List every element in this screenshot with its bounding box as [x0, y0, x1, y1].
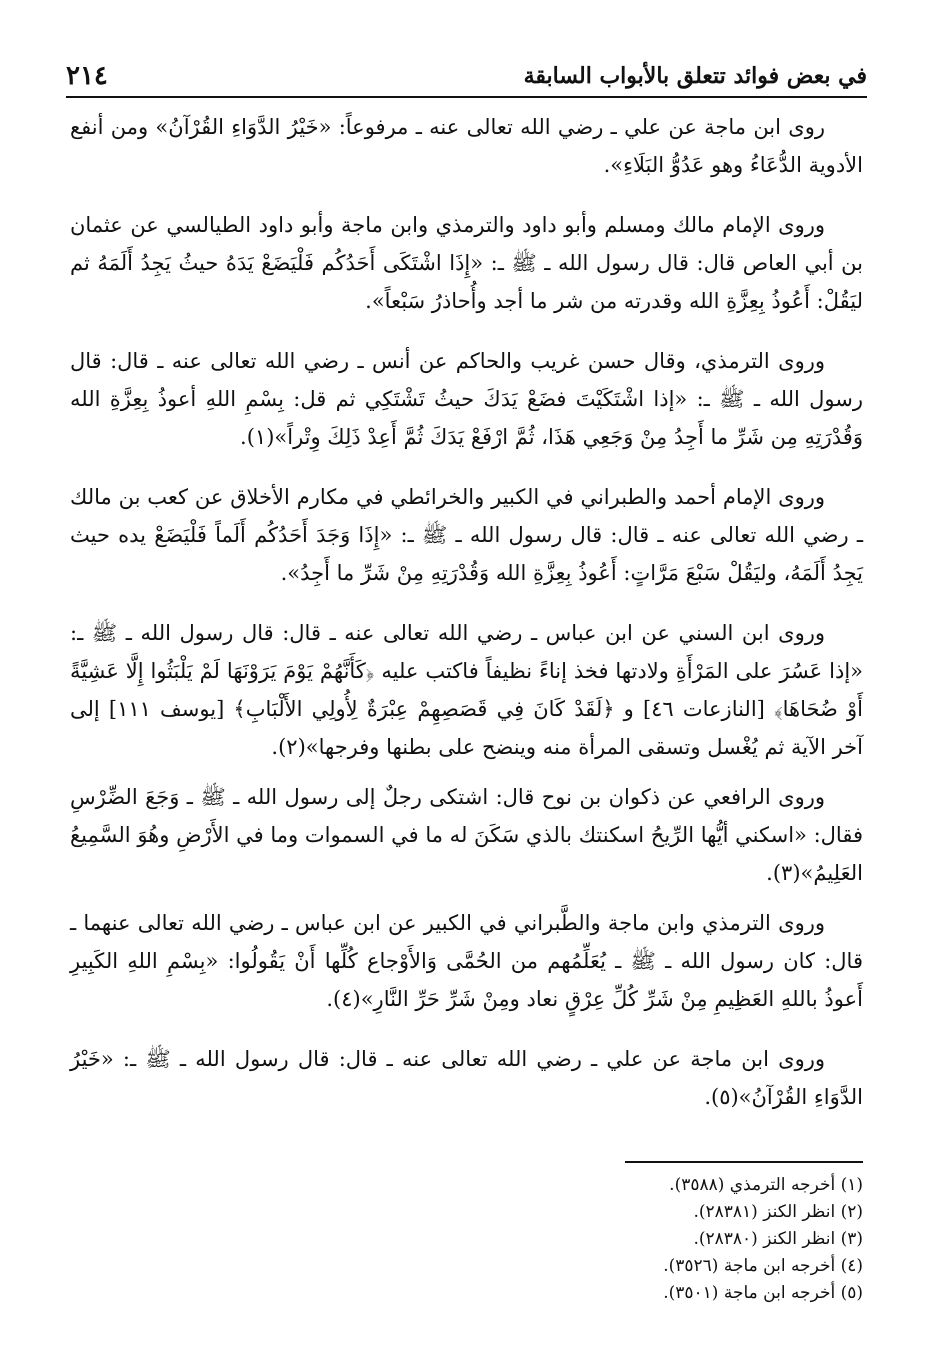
paragraph-ahmad-kaab: وروى الإمام أحمد والطبراني في الكبير والخرائطي في مكارم الأخلاق عن كعب بن مالك ـ رضي الله تعالى عنه ـ قال: قال رسول الله ـ ﷺ ـ: «إِذَا وَجَدَ أَحَدُكُم أَلَماً فَلْيَضَعْ يده حيث يَجِدُ أَلَمَهُ، وليَقُلْ سَبْعَ مَرَّاتٍ: أَعُوذُ بِعِزَّةِ الله وَقُدْرَتِهِ مِنْ شَرِّ ما أَجِدُ». — [70, 485, 863, 585]
footnote: (٣) انظر الكنز (٢٨٣٨٠). — [693, 1229, 863, 1249]
chapter-title: في بعض فوائد تتعلق بالأبواب السابقة — [523, 63, 867, 89]
footnote-separator — [625, 1161, 863, 1163]
footnote: (٥) أخرجه ابن ماجة (٣٥٠١). — [663, 1283, 863, 1303]
footnote: (٤) أخرجه ابن ماجة (٣٥٢٦). — [663, 1256, 863, 1276]
paragraph-tirmidhi-anas: وروى الترمذي، وقال حسن غريب والحاكم عن أنس ـ رضي الله تعالى عنه ـ قال: قال رسول الله ـ ﷺ ـ: «إذا اشْتَكَيْتَ فضَعْ يَدَكَ حيثُ تَشْتَكِي ثم قل: بِسْمِ اللهِ أعوذُ بِعِزَّةِ الله وَقُدْرَتِهِ مِن شَرِّ ما أَجِدُ مِنْ وَجَعِي هَذَا، ثُمَّ ارْفَعْ يَدَكَ ثُمَّ أَعِدْ ذَلِكَ وِتْراً»(١). — [70, 349, 863, 449]
paragraph-ibn-majah-1: روى ابن ماجة عن علي ـ رضي الله تعالى عنه ـ مرفوعاً: «خَيْرُ الدَّوَاءِ القُرْآنُ» ومن أنفع الأدوية الدُّعَاءُ وهو عَدُوُّ البَلَاءِ». — [70, 115, 863, 177]
paragraph-rafii: وروى الرافعي عن ذكوان بن نوح قال: اشتكى رجلٌ إلى رسول الله ـ ﷺ ـ وَجَعَ الضِّرْسِ فقال: «اسكني أيُّها الرِّيحُ اسكنتك بالذي سَكَنَ له ما في السموات وما في الأَرْضِ وهُوَ السَّمِيعُ العَلِيمُ»(٣). — [70, 785, 863, 885]
paragraph-malik: وروى الإمام مالك ومسلم وأبو داود والترمذي وابن ماجة وأبو داود الطيالسي عن عثمان بن أبي العاص قال: قال رسول الله ـ ﷺ ـ: «إِذَا اشْتَكَى أَحَدُكُم فَلْيَضَعْ يَدَهُ حيثُ يَجِدُ أَلَمَهُ ثم ليَقُلْ: أَعُوذُ بِعِزَّةِ الله وقدرته من شر ما أجد وأُحاذرُ سَبْعاً». — [70, 213, 863, 313]
running-header — [66, 56, 867, 98]
main-text — [70, 108, 863, 1138]
footnotes-list — [200, 1172, 863, 1307]
footnote: (٢) انظر الكنز (٢٨٣٨١). — [693, 1202, 863, 1222]
footnote: (١) أخرجه الترمذي (٣٥٨٨). — [669, 1175, 863, 1195]
paragraph-tirmidhi-ibn-abbas: وروى الترمذي وابن ماجة والطَّبراني في الكبير عن ابن عباس ـ رضي الله تعالى عنهما ـ قال: كان رسول الله ـ ﷺ ـ يُعَلِّمُهم من الحُمَّى وَالأَوْجاع كُلِّها أَنْ يَقُولُوا: «بِسْمِ اللهِ الكَبِيرِ أَعوذُ باللهِ العَظِيمِ مِنْ شَرِّ كُلِّ عِرْقٍ نعاد ومِنْ شَرِّ حَرِّ النَّارِ»(٤). — [70, 911, 863, 1011]
paragraph-ibn-majah-2: وروى ابن ماجة عن علي ـ رضي الله تعالى عنه ـ قال: قال رسول الله ـ ﷺ ـ: «خَيْرُ الدَّوَاءِ القُرْآنُ»(٥). — [70, 1047, 863, 1109]
paragraph-ibn-sunni: وروى ابن السني عن ابن عباس ـ رضي الله تعالى عنه ـ قال: قال رسول الله ـ ﷺ ـ: «إذا عَسُرَ على المَرْأَةِ ولادتها فخذ إناءً نظيفاً فاكتب عليه ﴿كَأَنَّهُمْ يَوْمَ يَرَوْنَهَا لَمْ يَلْبَثُوا إِلَّا عَشِيَّةً أَوْ ضُحَاهَا﴾ [النازعات ٤٦] و ﴿لَقَدْ كَانَ فِي قَصَصِهِمْ عِبْرَةٌ لِأُولِي الأَلْبَابِ﴾ [يوسف ١١١] إلى آخر الآية ثم يُغْسل وتسقى المرأة منه وينضح على بطنها وفرجها»(٢). — [70, 621, 863, 759]
page-number: ٢١٤ — [66, 61, 108, 91]
